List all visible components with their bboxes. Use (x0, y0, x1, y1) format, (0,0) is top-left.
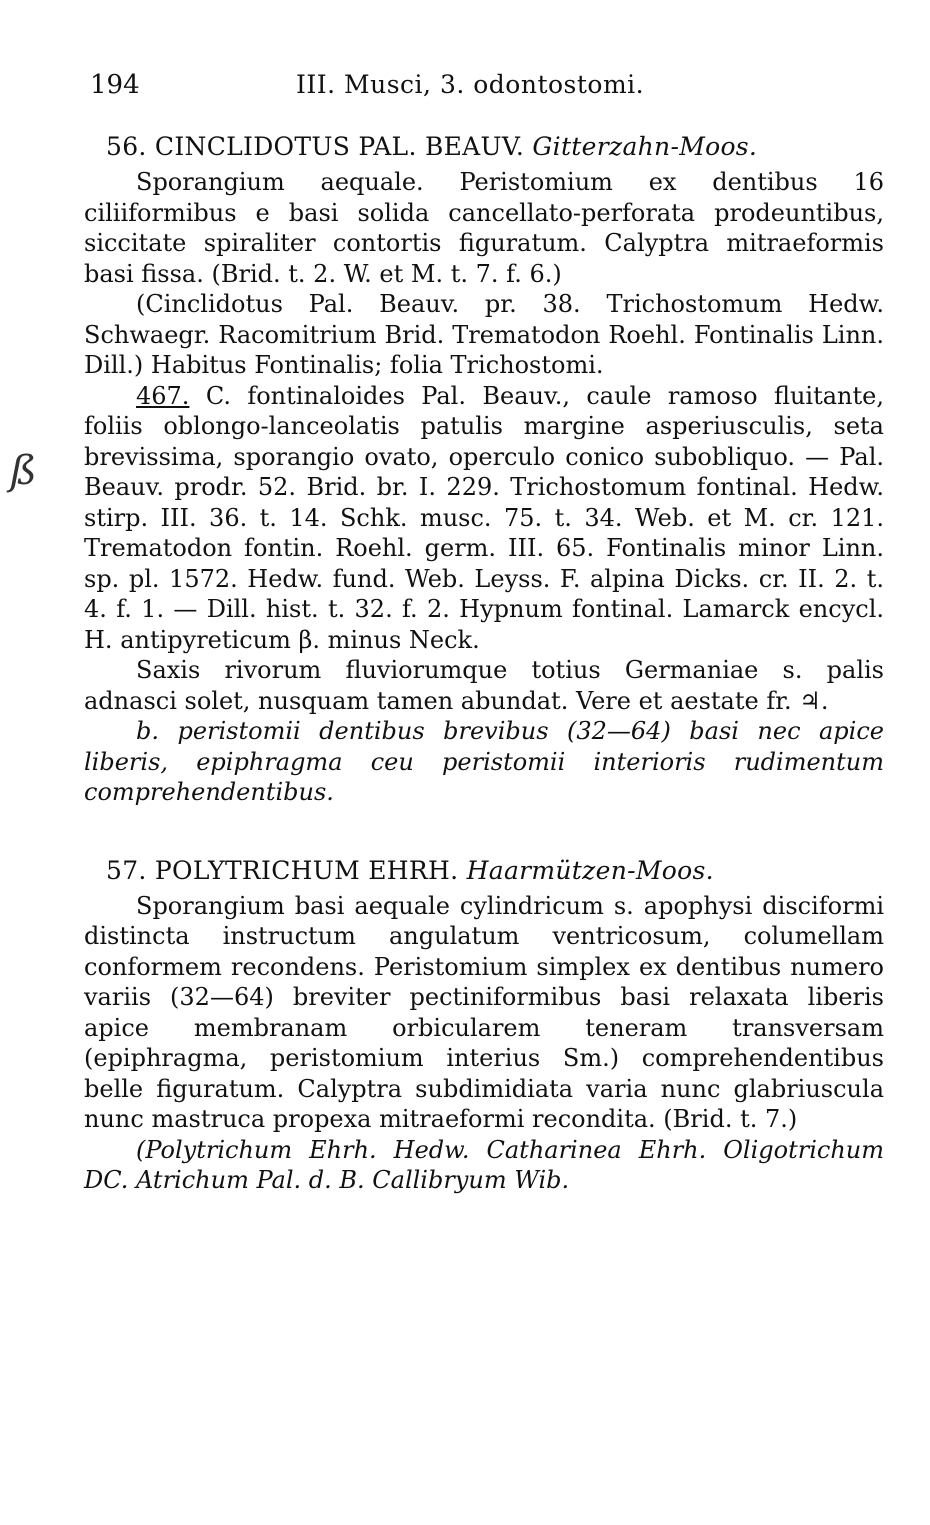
species-number: 467. (136, 381, 190, 410)
page-header (84, 58, 884, 110)
genus-number: 56. (106, 132, 147, 161)
genus-name: POLYTRICHUM EHRH. (154, 855, 459, 885)
genus-description-57: Sporangium basi aequale cylindricum s. apophysi disciformi distincta instructum angulatum ventricosum, columellam conformem recondens. Peristomium simplex ex dentibus numero variis (32—64) breviter pectiniformibus basi relaxata liberis apice membranam orbicularem teneram transversam (epiphragma, peristomium interius Sm.) comprehendentibus belle figuratum. Calyptra subdimidiata varia nunc glabriuscula nunc mastruca propexa mitraeformi recondita. (Brid. t. 7.) (84, 891, 884, 1133)
genus-heading-56 (106, 132, 884, 161)
species-entry-467 (84, 381, 884, 656)
genus-number: 57. (106, 855, 147, 885)
margin-annotation: ß (10, 448, 37, 494)
species-variety: b. peristomii dentibus brevibus (32—64) basi nec apice liberis, epiphragma ceu peristomii interioris rudimentum comprehendentibus. (84, 717, 884, 806)
species-habitat: Saxis rivorum fluviorumque totius Germaniae s. palis adnasci solet, nusquam tamen abundat. Vere et aestate fr. ♃. (84, 656, 884, 715)
genus-synonyms-56: (Cinclidotus Pal. Beauv. pr. 38. Trichostomum Hedw. Schwaegr. Racomitrium Brid. Trematodon Roehl. Fontinalis Linn. Dill.) Habitus Fontinalis; folia Trichostomi. (84, 290, 884, 379)
genus-name: CINCLIDOTUS PAL. BEAUV. (154, 132, 525, 161)
running-title: III. Musci, 3. odontostomi. (296, 70, 645, 99)
genus-synonyms-57: (Polytrichum Ehrh. Hedw. Catharinea Ehrh. Oligotrichum DC. Atrichum Pal. d. B. Callibryum Wib. (84, 1135, 884, 1194)
genus-vernacular: Gitterzahn-Moos. (532, 132, 758, 161)
page-number: 194 (90, 70, 140, 100)
genus-description-56: Sporangium aequale. Peristomium ex dentibus 16 ciliiformibus e basi solida cancellato-perforata prodeuntibus, siccitate spiraliter contortis figuratum. Calyptra mitraeformis basi fissa. (Brid. t. 2. W. et M. t. 7. f. 6.) (84, 168, 884, 288)
species-text: C. fontinaloides Pal. Beauv., caule ramoso fluitante, foliis oblongo-lanceolatis patulis margine asperiusculis, seta brevissima, sporangio ovato, operculo conico subobliquo. — Pal. Beauv. prodr. 52. Brid. br. I. 229. Trichostomum fontinal. Hedw. stirp. III. 36. t. 14. Schk. musc. 75. t. 34. Web. et M. cr. 121. Trematodon fontin. Roehl. germ. III. 65. Fontinalis minor Linn. sp. pl. 1572. Hedw. fund. Web. Leyss. F. alpina Dicks. cr. II. 2. t. 4. f. 1. — Dill. hist. t. 32. f. 2. Hypnum fontinal. Lamarck encycl. H. antipyreticum β. minus Neck. (84, 381, 884, 654)
genus-heading-57 (106, 856, 884, 885)
genus-vernacular: Haarmützen-Moos. (466, 855, 714, 885)
page (84, 58, 884, 1196)
